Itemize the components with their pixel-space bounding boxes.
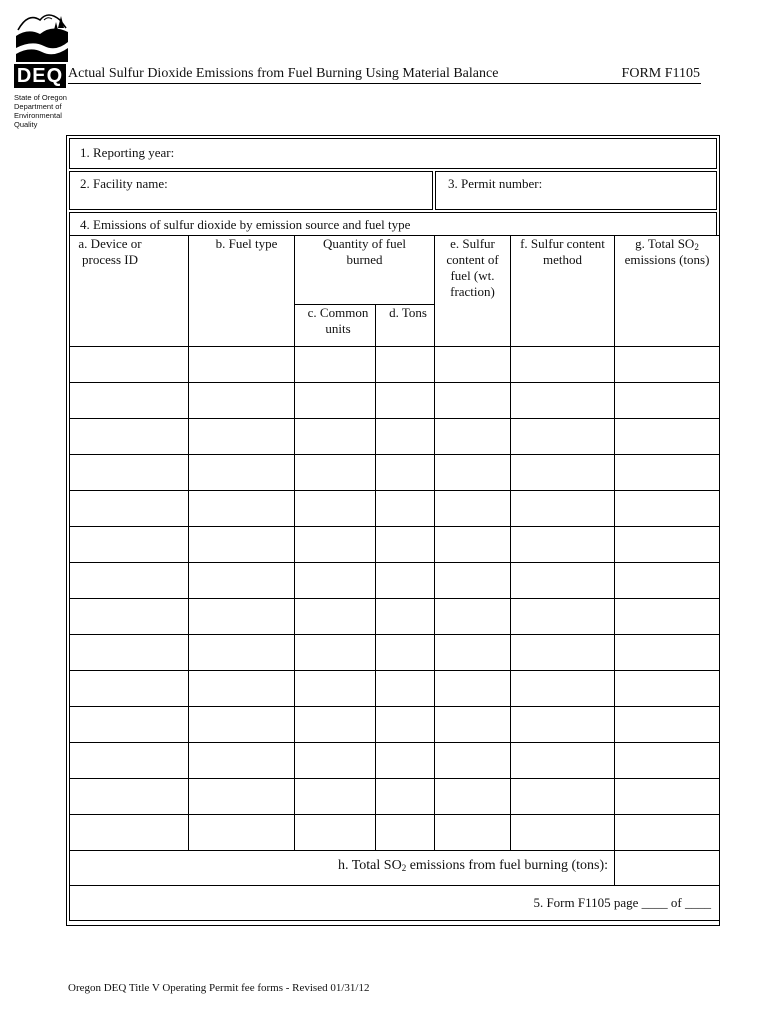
table-cell[interactable]: [511, 671, 615, 707]
table-cell[interactable]: [189, 527, 295, 563]
reporting-year-label: 1. Reporting year:: [80, 145, 175, 160]
reporting-year-field[interactable]: [69, 138, 717, 169]
permit-number-field[interactable]: [435, 171, 717, 210]
table-cell[interactable]: [70, 707, 189, 743]
table-cell[interactable]: [189, 779, 295, 815]
table-cell[interactable]: [615, 707, 720, 743]
table-cell[interactable]: [376, 671, 435, 707]
table-cell[interactable]: [295, 743, 376, 779]
total-value-cell[interactable]: [615, 851, 720, 886]
table-cell[interactable]: [295, 455, 376, 491]
col-f-header: f. Sulfur content method: [511, 236, 615, 347]
table-cell[interactable]: [435, 707, 511, 743]
total-label-b: emissions from fuel burning (tons):: [406, 858, 608, 873]
total-label-sub: 2: [401, 863, 407, 873]
table-cell[interactable]: [511, 563, 615, 599]
table-cell[interactable]: [70, 743, 189, 779]
table-cell[interactable]: [70, 779, 189, 815]
table-cell[interactable]: [435, 491, 511, 527]
table-cell[interactable]: [70, 491, 189, 527]
col-a-header: [70, 236, 189, 347]
table-cell[interactable]: [615, 635, 720, 671]
table-cell[interactable]: [511, 743, 615, 779]
table-cell[interactable]: [435, 599, 511, 635]
agency-line: Environmental: [14, 111, 62, 120]
table-cell[interactable]: [511, 599, 615, 635]
col-g-header: [615, 236, 720, 347]
table-cell[interactable]: [70, 527, 189, 563]
table-cell[interactable]: [511, 383, 615, 419]
table-cell[interactable]: [295, 635, 376, 671]
table-cell[interactable]: [376, 527, 435, 563]
quantity-group-header: [295, 236, 435, 305]
quantity-group-label: Quantity of fuel burned: [322, 236, 407, 267]
table-cell[interactable]: [70, 635, 189, 671]
table-cell[interactable]: [189, 563, 295, 599]
table-cell[interactable]: [435, 815, 511, 851]
permit-number-label: 3. Permit number:: [448, 176, 543, 191]
table-cell[interactable]: [511, 707, 615, 743]
col-c-label: c. Common units: [307, 305, 369, 336]
table-cell[interactable]: [435, 527, 511, 563]
col-g-sub: 2: [694, 242, 699, 252]
table-cell[interactable]: [615, 455, 720, 491]
col-b-header: b. Fuel type: [189, 236, 295, 347]
page-number-row: [70, 886, 720, 921]
table-row: [70, 599, 720, 635]
table-cell[interactable]: [189, 599, 295, 635]
table-row: [70, 671, 720, 707]
table-cell[interactable]: [295, 527, 376, 563]
form-title: Actual Sulfur Dioxide Emissions from Fuel Burning Using Material Balance: [68, 66, 499, 81]
table-cell[interactable]: [435, 743, 511, 779]
table-row: [70, 635, 720, 671]
table-cell[interactable]: [376, 491, 435, 527]
agency-line: Quality: [14, 120, 38, 129]
table-cell[interactable]: [435, 455, 511, 491]
table-cell[interactable]: [189, 635, 295, 671]
table-cell[interactable]: [70, 563, 189, 599]
table-cell[interactable]: [511, 347, 615, 383]
table-cell[interactable]: [376, 815, 435, 851]
table-cell[interactable]: [435, 563, 511, 599]
agency-line: State of Oregon: [14, 93, 67, 102]
table-cell[interactable]: [70, 383, 189, 419]
table-cell[interactable]: [511, 635, 615, 671]
emissions-table: [69, 235, 720, 921]
col-g-label-a: g. Total SO: [635, 236, 695, 251]
table-cell[interactable]: [376, 779, 435, 815]
deq-logo-text: DEQ: [14, 64, 66, 88]
table-cell[interactable]: [511, 527, 615, 563]
table-cell[interactable]: [435, 671, 511, 707]
table-cell[interactable]: [435, 383, 511, 419]
table-cell[interactable]: [295, 671, 376, 707]
table-cell[interactable]: [295, 383, 376, 419]
table-cell[interactable]: [376, 347, 435, 383]
table-row: [70, 707, 720, 743]
col-e-header: [435, 236, 511, 347]
section-4-title: 4. Emissions of sulfur dioxide by emission source and fuel type: [80, 217, 411, 232]
table-cell[interactable]: [615, 347, 720, 383]
agency-line: Department of: [14, 102, 62, 111]
table-cell[interactable]: [70, 671, 189, 707]
table-cell[interactable]: [295, 599, 376, 635]
table-cell[interactable]: [189, 383, 295, 419]
table-cell[interactable]: [376, 383, 435, 419]
table-cell[interactable]: [189, 743, 295, 779]
table-cell[interactable]: [511, 815, 615, 851]
col-e-label: e. Sulfur content of fuel (wt. fraction): [446, 236, 499, 299]
table-cell[interactable]: [615, 779, 720, 815]
table-cell[interactable]: [189, 707, 295, 743]
table-cell[interactable]: [295, 779, 376, 815]
facility-name-label: 2. Facility name:: [80, 176, 168, 191]
table-cell[interactable]: [511, 419, 615, 455]
form-frame: [66, 135, 720, 926]
table-cell[interactable]: [511, 779, 615, 815]
table-cell[interactable]: [511, 455, 615, 491]
table-cell[interactable]: [189, 347, 295, 383]
section-4-heading: [69, 212, 717, 235]
table-cell[interactable]: [435, 347, 511, 383]
table-cell[interactable]: [70, 455, 189, 491]
table-cell[interactable]: [295, 707, 376, 743]
table-cell[interactable]: [615, 527, 720, 563]
table-row: [70, 491, 720, 527]
table-cell[interactable]: [435, 419, 511, 455]
table-row: [70, 815, 720, 851]
table-cell[interactable]: [376, 743, 435, 779]
table-cell[interactable]: [435, 779, 511, 815]
total-row: [70, 851, 720, 886]
table-row: [70, 419, 720, 455]
table-row: [70, 779, 720, 815]
deq-logo: [14, 6, 70, 64]
col-g-label-b: emissions (tons): [624, 252, 710, 267]
table-cell[interactable]: [615, 599, 720, 635]
table-cell[interactable]: [295, 563, 376, 599]
table-cell[interactable]: [189, 491, 295, 527]
mountain-river-logo-icon: [14, 6, 70, 64]
table-cell[interactable]: [615, 491, 720, 527]
table-cell[interactable]: [189, 455, 295, 491]
agency-name: [14, 93, 84, 129]
table-cell[interactable]: [376, 419, 435, 455]
table-cell[interactable]: [70, 815, 189, 851]
table-cell[interactable]: [376, 599, 435, 635]
table-cell[interactable]: [615, 383, 720, 419]
table-cell[interactable]: [615, 815, 720, 851]
table-cell[interactable]: [295, 347, 376, 383]
table-row: [70, 455, 720, 491]
table-cell[interactable]: [70, 347, 189, 383]
table-cell[interactable]: [70, 419, 189, 455]
table-cell[interactable]: [189, 815, 295, 851]
total-label-a: h. Total SO: [337, 858, 402, 873]
total-label: [70, 851, 615, 886]
table-cell[interactable]: [511, 491, 615, 527]
table-cell[interactable]: [295, 419, 376, 455]
table-cell[interactable]: [615, 419, 720, 455]
table-cell[interactable]: [295, 815, 376, 851]
col-c-header: [295, 305, 376, 347]
col-a-label: a. Device or process ID: [78, 236, 142, 267]
page-number-label: 5. Form F1105 page ____ of ____: [70, 886, 720, 921]
emissions-table-body: [70, 347, 720, 851]
form-number: FORM F1105: [621, 66, 700, 81]
footer-text: Oregon DEQ Title V Operating Permit fee forms - Revised 01/31/12: [68, 982, 370, 994]
table-row: [70, 527, 720, 563]
table-cell[interactable]: [189, 671, 295, 707]
table-row: [70, 743, 720, 779]
table-cell[interactable]: [376, 707, 435, 743]
table-cell[interactable]: [189, 419, 295, 455]
table-cell[interactable]: [376, 563, 435, 599]
table-cell[interactable]: [615, 563, 720, 599]
table-cell[interactable]: [376, 635, 435, 671]
table-cell[interactable]: [615, 743, 720, 779]
table-cell[interactable]: [295, 491, 376, 527]
table-row: [70, 563, 720, 599]
table-cell[interactable]: [435, 635, 511, 671]
col-d-header: d. Tons: [376, 305, 435, 347]
table-row: [70, 383, 720, 419]
facility-name-field[interactable]: [69, 171, 433, 210]
table-cell[interactable]: [376, 455, 435, 491]
title-underline: [68, 83, 701, 84]
table-cell[interactable]: [615, 671, 720, 707]
table-row: [70, 347, 720, 383]
table-cell[interactable]: [70, 599, 189, 635]
